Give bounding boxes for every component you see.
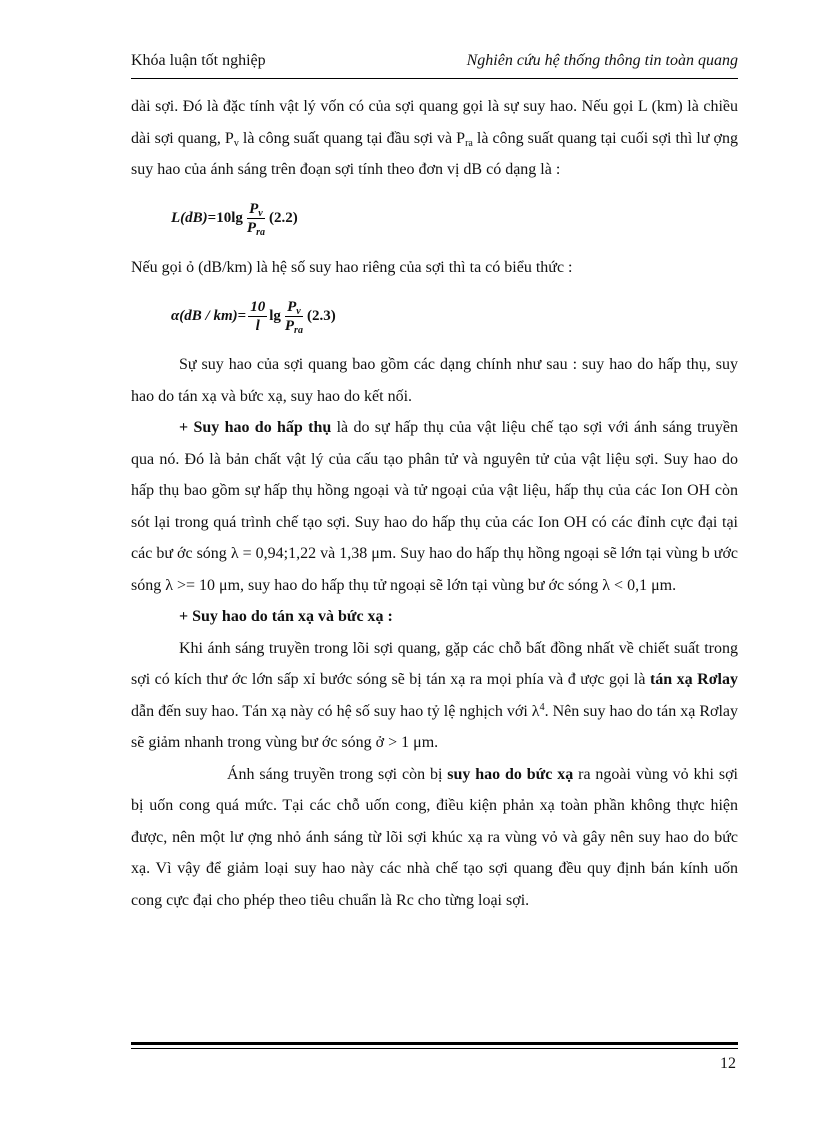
paragraph-loss-types: Sự suy hao của sợi quang bao gồm các dạng chính như sau : suy hao do hấp thụ, suy hao do tán xạ và bức xạ, suy hao do kết nối. — [131, 356, 738, 405]
paragraph-alpha-intro: Nếu gọi ỏ (dB/km) là hệ số suy hao riêng của sợi thì ta có biểu thức : — [131, 258, 573, 276]
fraction-numerator: $P_v$ — [249, 201, 263, 219]
coefficient-numerator: 10 — [250, 298, 266, 315]
formula-2-3 — [131, 283, 738, 349]
text-run: . Nên suy hao do tán xạ Rơlay sẽ giảm nhanh trong vùng bư ớc sóng ở > 1 μm. — [131, 702, 739, 751]
header-thesis-type: Khóa luận tốt nghiệp — [131, 52, 266, 69]
formula-operator: = — [237, 307, 247, 324]
section-heading-scattering: + Suy hao do tán xạ và bức xạ : — [179, 608, 393, 625]
header-thesis-title: Nghiên cứu hệ thống thông tin toàn quang — [466, 52, 738, 69]
text-run: là công suất quang tại cuối sợi thì lư ợng suy hao của ánh sáng trên đoạn sợi tính theo đơn vị dB có dạng là : — [131, 129, 739, 178]
formula-operator: =10lg — [207, 210, 243, 226]
text-run: Ánh sáng truyền trong sợi còn bị — [227, 765, 448, 783]
paragraph-rayleigh-scattering — [131, 633, 738, 759]
subscript: ra — [465, 137, 473, 149]
text-run: Khi ánh sáng truyền trong lõi sợi quang, gặp các chỗ bất đồng nhất về chiết suất trong sợi có kích thư ớc lớn sấp xỉ bước sóng sẽ bị tán xạ ra mọi phía và đ ược gọi là — [131, 639, 738, 688]
formula-2-2 — [131, 186, 738, 252]
formula-fraction — [283, 298, 305, 335]
formula-label: (2.2) — [268, 210, 298, 226]
coefficient-denominator: l — [255, 317, 260, 334]
term-radiation-loss: suy hao do bức xạ — [447, 765, 574, 783]
formula-fraction — [245, 200, 267, 237]
text-run: dài sợi. Đó là đặc tính vật lý vốn có của sợi quang gọi là sự suy hao. Nếu gọi L (km) là chiều dài sợi quang, P — [131, 98, 738, 147]
paragraph-radiation-loss — [131, 759, 738, 917]
page-header — [131, 50, 738, 76]
formula-lhs: α(dB / km) — [171, 307, 238, 324]
fraction-denominator: $P_{ra}$ — [284, 317, 303, 336]
paragraph-attenuation-intro — [131, 91, 738, 186]
fraction-denominator: $P_{ra}$ — [246, 220, 265, 238]
formula-label: (2.3) — [306, 307, 336, 324]
paragraph-absorption-loss — [131, 412, 738, 601]
page-body — [131, 91, 738, 916]
footer-divider-thick — [131, 1042, 738, 1045]
term-rayleigh: tán xạ Rơlay — [649, 671, 738, 688]
subscript: v — [233, 137, 239, 149]
fraction-numerator: $P_v$ — [287, 298, 301, 317]
header-divider — [131, 78, 738, 79]
text-run: là công suất quang tại đầu sợi và P — [238, 129, 466, 147]
footer-divider-thin — [131, 1048, 738, 1049]
text-run: ra ngoài vùng vỏ khi sợi bị uốn cong quá mức. Tại các chỗ uốn cong, điều kiện phản xạ toàn phần không thực hiện được, nên một lư ợng nhỏ ánh sáng từ lõi sợi khúc xạ ra vùng vỏ và gây nên suy hao do bức xạ. Vì vậy để giảm loại suy hao này các nhà chế tạo sợi quang đều quy định bán kính uốn cong cực đại cho phép theo tiêu chuẩn là Rc cho từng loại sợi. — [131, 765, 738, 909]
page-number: 12 — [720, 1055, 736, 1072]
text-run: dẫn đến suy hao. Tán xạ này có hệ số suy hao tỷ lệ nghịch với λ — [131, 702, 540, 720]
formula-coefficient — [248, 298, 267, 335]
superscript: 4 — [539, 701, 545, 713]
formula-lhs: L(dB) — [171, 210, 208, 226]
formula-log: lg — [269, 307, 281, 324]
text-run: là do sự hấp thụ của vật liệu chế tạo sợi với ánh sáng truyền qua nó. Đó là bản chất vật lý của cấu tạo phân tử và nguyên tử của vật liệu sợi. Suy hao do hấp thụ bao gồm sự hấp thụ hồng ngoại và tử ngoại của vật liệu, hấp thụ của các Ion OH còn sót lại trong quá trình chế tạo sợi. Suy hao do hấp thụ của các Ion OH có các đỉnh cực đại tại các bư ớc sóng λ = 0,94;1,22 và 1,38 μm. Suy hao do hấp thụ hồng ngoại sẽ lớn tại vùng b ước sóng λ >= 10 μm, suy hao do hấp thụ tử ngoại sẽ lớn tại vùng bư ớc sóng λ < 0,1 μm. — [131, 419, 738, 594]
section-heading-absorption: + Suy hao do hấp thụ — [179, 419, 332, 436]
